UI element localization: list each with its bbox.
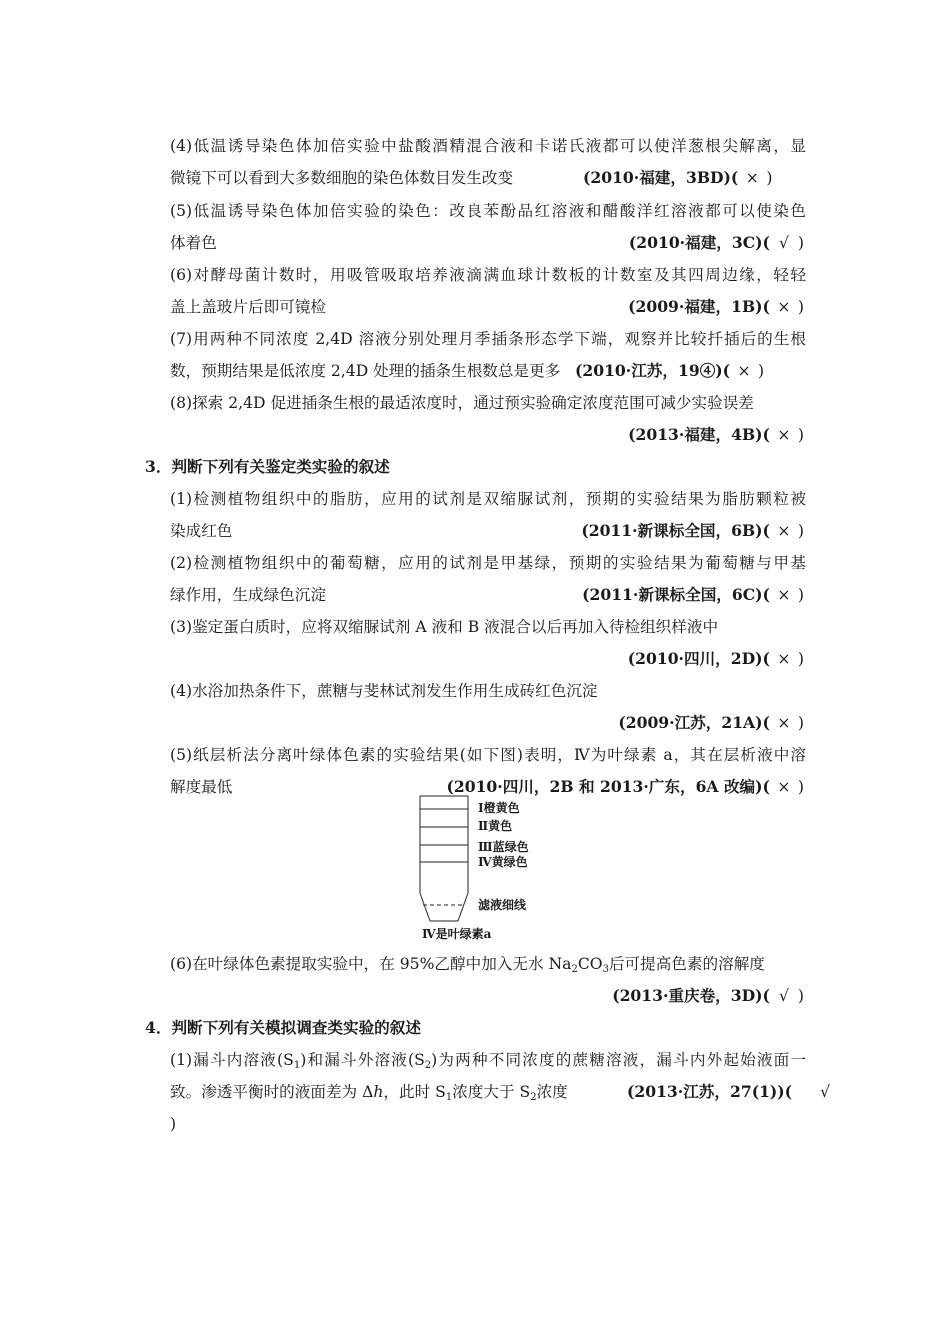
- item-2-7-line2: 数，预期结果是低浓度 2,4D 处理的插条生根数总是更多: [170, 362, 561, 380]
- item-3-2-line1: (2)检测植物组织中的葡萄糖，应用的试剂是甲基绿，预期的实验结果为葡萄糖与甲基: [170, 554, 806, 572]
- item-2-8-source: (2013·福建，4B)( × ): [628, 425, 804, 444]
- item-4-1-line2: 致。渗透平衡时的液面差为 Δh，此时 $S_1$浓度大于 $S_2$浓度: [170, 1083, 568, 1103]
- item-3-4-source: (2009·江苏，21A)( × ): [618, 713, 804, 732]
- section-3-title: 3．判断下列有关鉴定类实验的叙述: [145, 457, 390, 476]
- figure-caption: Ⅳ是叶绿素a: [422, 927, 492, 941]
- item-3-2-source: (2011·新课标全国，6C)( × ): [582, 585, 804, 604]
- item-2-4-line2: 微镜下可以看到大多数细胞的染色体数目发生改变: [170, 169, 514, 187]
- item-3-1-line1: (1)检测植物组织中的脂肪，应用的试剂是双缩脲试剂，预期的实验结果为脂肪颗粒被: [170, 490, 806, 508]
- item-2-5-line1: (5)低温诱导染色体加倍实验的染色：改良苯酚品红溶液和醋酸洋红溶液都可以使染色: [170, 202, 806, 220]
- item-3-3-source: (2010·四川，2D)( × ): [627, 649, 804, 668]
- pigment-band-3-label: Ⅲ蓝绿色: [478, 840, 529, 854]
- item-3-5-line1: (5)纸层析法分离叶绿体色素的实验结果(如下图)表明，Ⅳ为叶绿素 a，其在层析液中溶: [170, 746, 806, 764]
- item-4-1-line1: (1)漏斗内溶液$(S_1)$和漏斗外溶液$(S_2)$为两种不同浓度的蔗糖溶液，漏斗内外起始液面一: [170, 1051, 806, 1071]
- item-3-6-source: (2013·重庆卷，3D)( √ ): [612, 986, 804, 1005]
- item-3-5-source: (2010·四川，2B 和 2013·广东，6A 改编)( × ): [446, 777, 804, 796]
- item-4-1-source: (2013·江苏，27(1))( √: [627, 1082, 831, 1101]
- item-2-7-line1: (7)用两种不同浓度 2,4D 溶液分别处理月季插条形态学下端，观察并比较扦插后的生根: [170, 330, 806, 348]
- section-4-title: 4．判断下列有关模拟调查类实验的叙述: [145, 1018, 421, 1037]
- item-2-8-line1: (8)探索 2,4D 促进插条生根的最适浓度时，通过预实验确定浓度范围可减少实验误差: [170, 394, 754, 412]
- item-2-6-line2: 盖上盖玻片后即可镜检: [170, 298, 326, 316]
- item-3-1-line2: 染成红色: [170, 522, 233, 540]
- item-2-7-source: (2010·江苏，19④)( × ): [575, 361, 765, 380]
- item-2-6-line1: (6)对酵母菌计数时，用吸管吸取培养液滴满血球计数板的计数室及其四周边缘，轻轻: [170, 266, 806, 284]
- item-4-1-close: ): [170, 1115, 177, 1133]
- filtrate-line-label: 滤液细线: [478, 898, 527, 912]
- pigment-band-2-label: Ⅱ黄色: [478, 819, 513, 833]
- item-3-1-source: (2011·新课标全国，6B)( × ): [581, 521, 804, 540]
- item-2-6-source: (2009·福建，1B)( × ): [628, 297, 804, 316]
- chromatography-strip-diagram: [418, 793, 558, 945]
- chromatography-figure: [418, 793, 558, 945]
- item-2-5-line2: 体着色: [170, 234, 217, 252]
- item-3-6-line1: (6)在叶绿体色素提取实验中，在 95%乙醇中加入无水 $Na_2CO_3$后可提高色素的溶解度: [170, 955, 765, 975]
- item-2-4-line1: (4)低温诱导染色体加倍实验中盐酸酒精混合液和卡诺氏液都可以使洋葱根尖解离，显: [170, 137, 806, 155]
- item-2-4-source: (2010·福建，3BD)( × ): [583, 168, 773, 187]
- pigment-band-1-label: Ⅰ橙黄色: [478, 801, 520, 815]
- item-3-2-line2: 绿作用，生成绿色沉淀: [170, 586, 326, 604]
- item-3-4-line1: (4)水浴加热条件下，蔗糖与斐林试剂发生作用生成砖红色沉淀: [170, 682, 598, 700]
- item-2-5-source: (2010·福建，3C)( √ ): [628, 233, 804, 252]
- item-3-3-line1: (3)鉴定蛋白质时，应将双缩脲试剂 A 液和 B 液混合以后再加入待检组织样液中: [170, 618, 719, 636]
- item-3-5-line2: 解度最低: [170, 778, 233, 796]
- pigment-band-4-label: Ⅳ黄绿色: [478, 855, 528, 869]
